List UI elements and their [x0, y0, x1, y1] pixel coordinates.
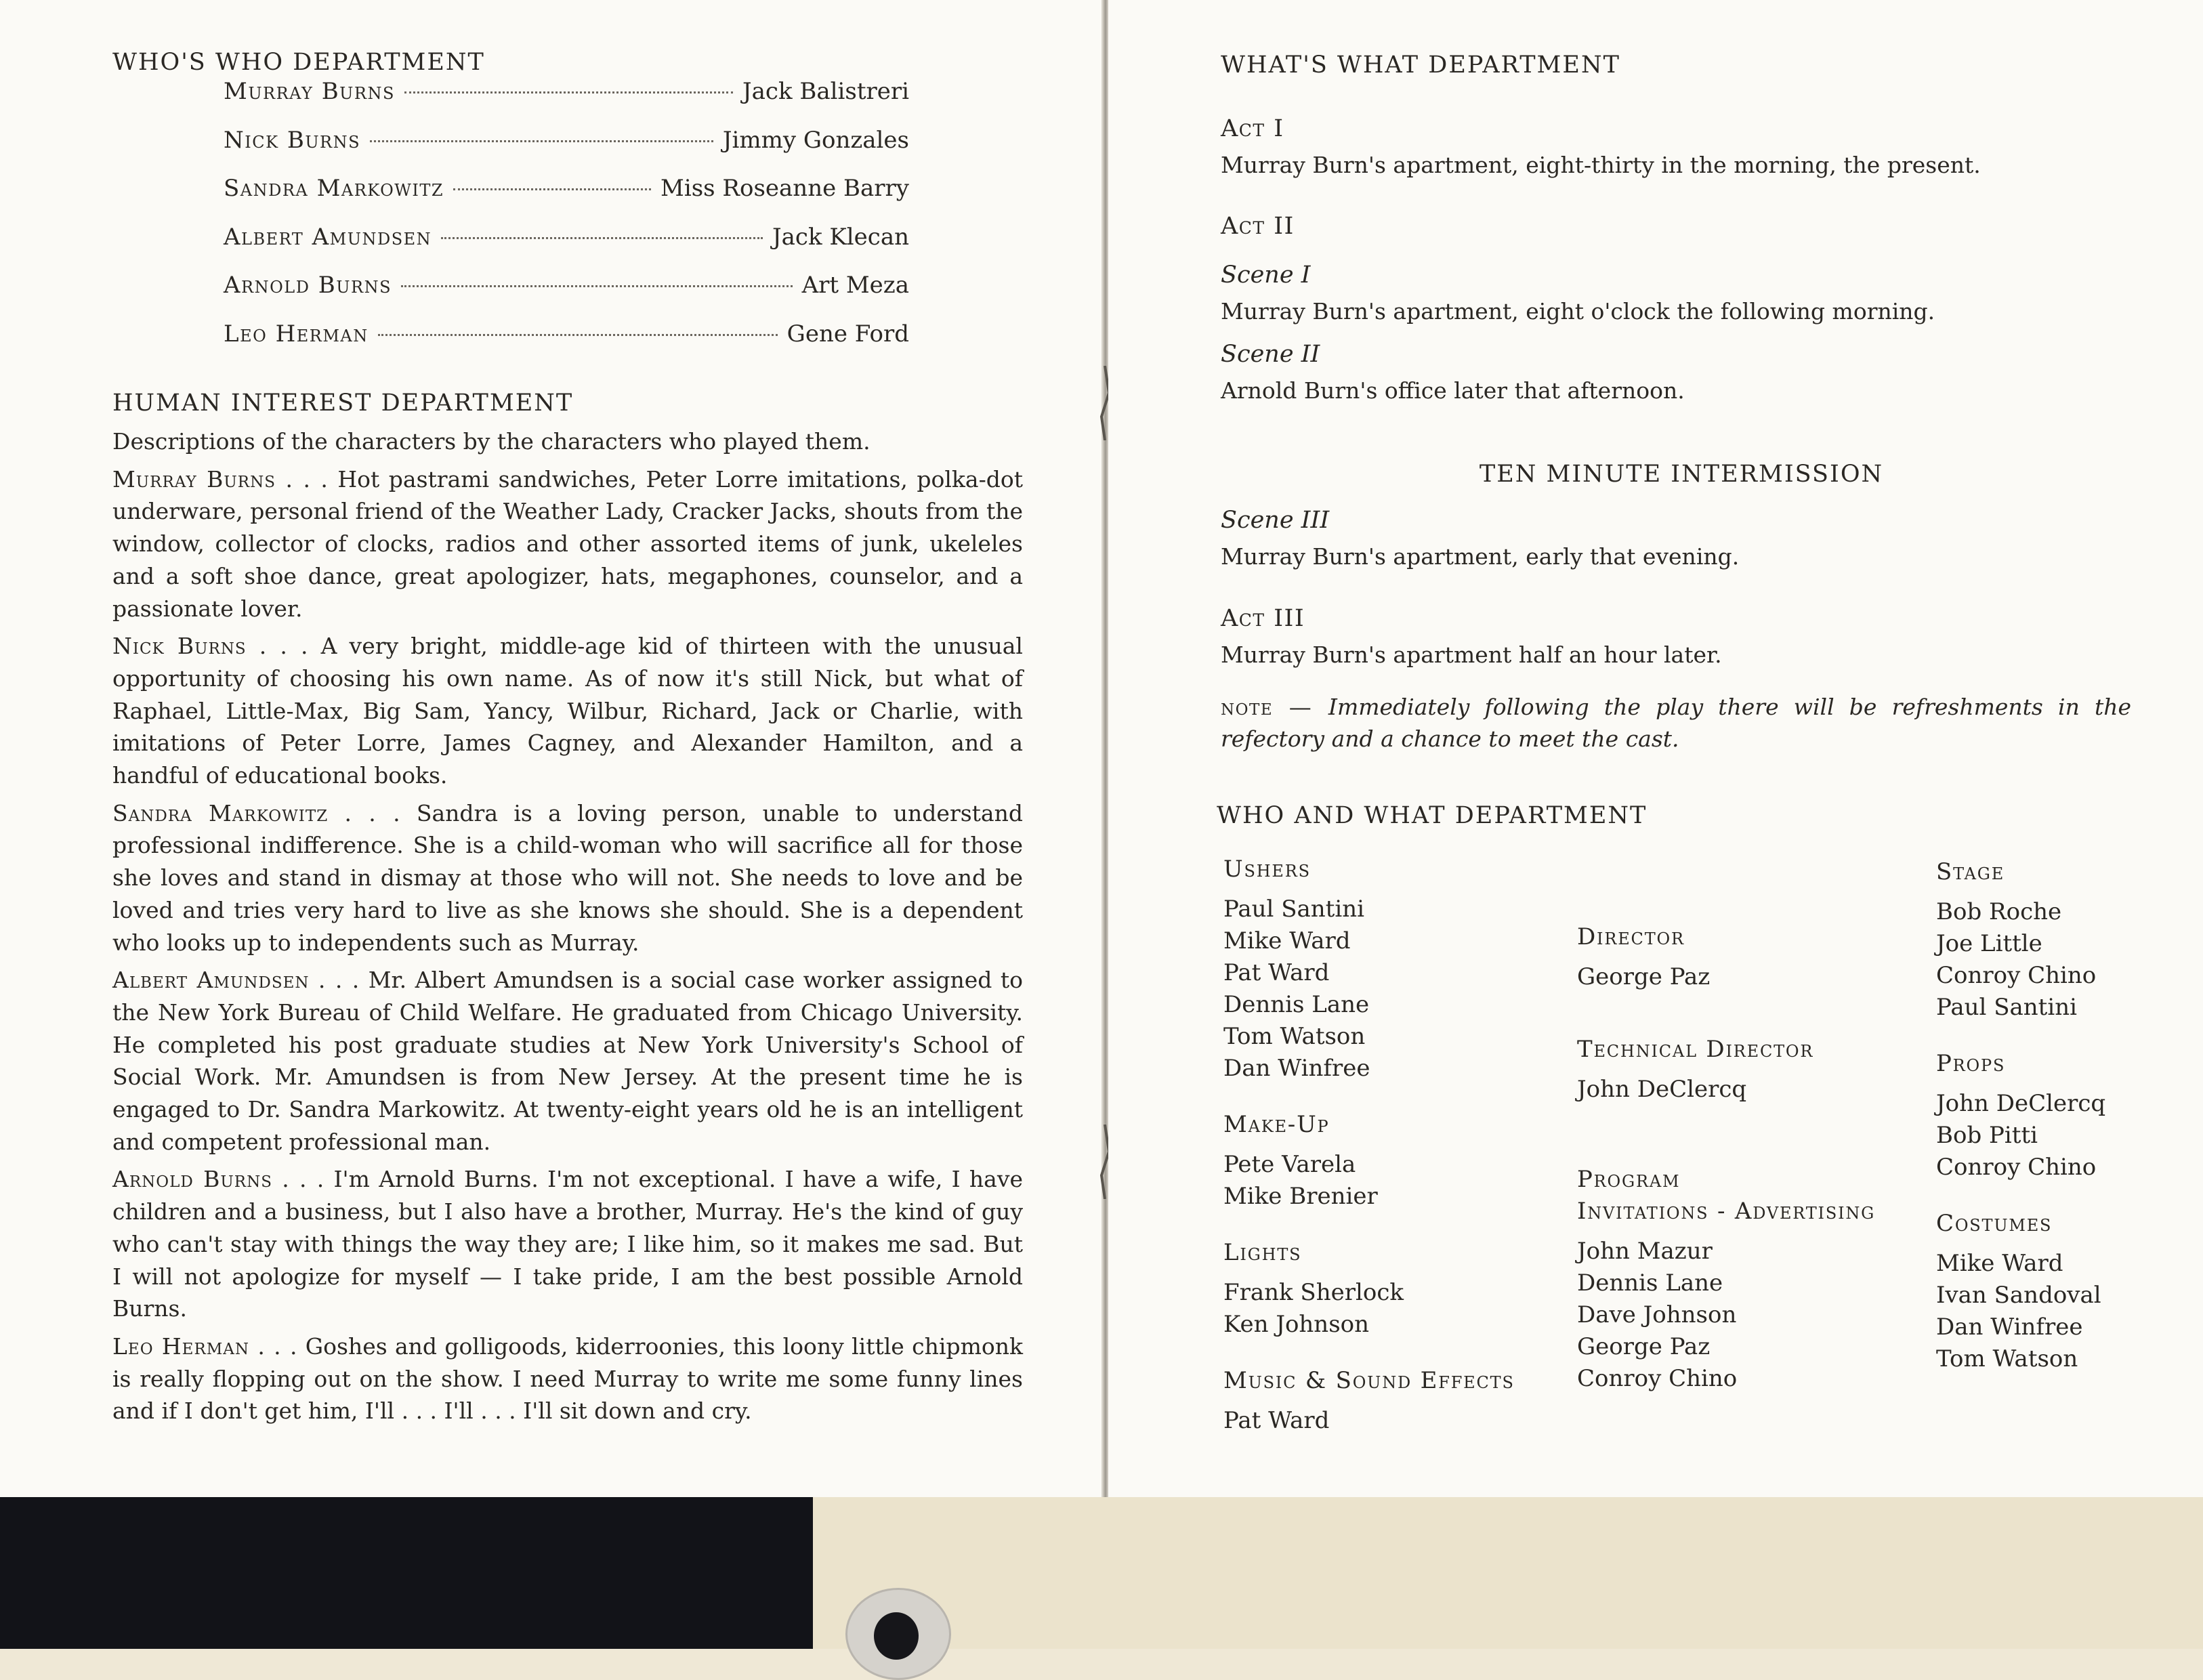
character-descriptions — [112, 425, 1023, 1433]
cast-row — [224, 272, 909, 320]
act-1-setting: Murray Burn's apartment, eight-thirty in the morning, the present. — [1221, 152, 1981, 178]
lights-list — [1223, 1277, 1515, 1341]
crew-name: Dennis Lane — [1223, 991, 1370, 1018]
whos-who-title: WHO'S WHO DEPARTMENT — [112, 49, 485, 76]
music-heading: Music & Sound Effects — [1223, 1367, 1515, 1394]
technical-director-heading: Technical Director — [1577, 1036, 1814, 1063]
act-1-label: Act I — [1221, 115, 1284, 142]
bio-name: Leo Herman . . . — [112, 1332, 298, 1360]
props-list — [1936, 1088, 2105, 1183]
who-and-what-title: WHO AND WHAT DEPARTMENT — [1217, 802, 1648, 829]
technical-director-list — [1577, 1074, 1875, 1106]
bio-text: Mr. Albert Amundsen is a social case worker assigned to the New York Bureau of Child Welfare. He graduated from Chicago University. He completed his post graduate studies at New York University's School of Social Work. Mr. Amundsen is from New Jersey. At the present time he is engaged to Dr. Sandra Markowitz. At twenty-eight years old he is an intelligent and competent professional man. — [112, 967, 1023, 1155]
note-label: note — — [1221, 694, 1328, 720]
bio-name: Murray Burns . . . — [112, 465, 329, 492]
program-subheading: Invitations - Advertising — [1577, 1198, 1876, 1225]
bio-paragraph — [112, 463, 1023, 625]
act-2-label: Act II — [1221, 213, 1295, 240]
cast-row — [224, 224, 909, 272]
crew-name: Conroy Chino — [1936, 962, 2097, 989]
director-list — [1577, 961, 1875, 993]
bio-name: Sandra Markowitz . . . — [112, 799, 401, 826]
crew-name: George Paz — [1577, 1333, 1711, 1360]
scene-1 — [1221, 261, 2142, 324]
crew-name: Dave Johnson — [1577, 1301, 1737, 1328]
bio-text: Hot pastrami sandwiches, Peter Lorre imitations, polka-dot underware, personal friend of the Weather Lady, Cracker Jacks, shouts from the window, collector of clocks, radios and other assorted items of junk, ukeleles and a soft shoe dance, great apologizer, hats, megaphones, counselor, and a passionate lover. — [112, 465, 1023, 622]
director-heading: Director — [1577, 923, 1685, 950]
act-3-setting: Murray Burn's apartment half an hour later. — [1221, 642, 1722, 668]
crew-name: Conroy Chino — [1936, 1154, 2097, 1181]
stage-list — [1936, 896, 2105, 1024]
crew-column-left — [1223, 854, 1515, 1461]
crew-name: Dennis Lane — [1577, 1269, 1723, 1297]
crew-name: Frank Sherlock — [1223, 1279, 1404, 1306]
leader-dots — [378, 334, 778, 336]
crew-name: Bob Pitti — [1936, 1122, 2038, 1149]
program-heading: Program — [1577, 1166, 1681, 1193]
cast-row — [224, 127, 909, 175]
cast-role: Leo Herman — [224, 320, 369, 348]
scene-2 — [1221, 341, 2142, 404]
scene-3-setting: Murray Burn's apartment, early that evening. — [1221, 543, 1740, 570]
crew-name: Pat Ward — [1223, 959, 1330, 986]
cast-actor: Jimmy Gonzales — [722, 126, 909, 154]
leader-dots — [404, 91, 733, 93]
crew-name: Bob Roche — [1936, 898, 2062, 925]
scene-1-setting: Murray Burn's apartment, eight o'clock the following morning. — [1221, 298, 1935, 324]
cast-role: Albert Amundsen — [224, 223, 432, 251]
bio-paragraph — [112, 964, 1023, 1158]
crew-name: Conroy Chino — [1577, 1365, 1738, 1392]
music-list — [1223, 1405, 1515, 1437]
cast-actor: Jack Klecan — [772, 223, 909, 251]
act-3-label: Act III — [1221, 605, 1305, 632]
cast-list — [224, 78, 909, 369]
stage-heading: Stage — [1936, 858, 2005, 885]
book-gutter — [1103, 0, 1108, 1497]
cast-actor: Gene Ford — [786, 320, 909, 348]
crew-name: Paul Santini — [1223, 896, 1364, 923]
note-text: Immediately following the play there will be refreshments in the refectory and a chance to meet the cast. — [1221, 694, 2132, 752]
crew-name: John DeClercq — [1577, 1076, 1747, 1103]
bio-name: Arnold Burns . . . — [112, 1166, 325, 1193]
bio-paragraph — [112, 1163, 1023, 1325]
crew-name: Pat Ward — [1223, 1407, 1330, 1434]
cast-row — [224, 175, 909, 224]
scene-2-label: Scene II — [1221, 341, 1320, 368]
cast-actor: Art Meza — [801, 272, 909, 299]
crew-name: Tom Watson — [1223, 1023, 1366, 1050]
crew-name: Paul Santini — [1936, 994, 2077, 1021]
scene-1-label: Scene I — [1221, 261, 1311, 289]
makeup-heading: Make-Up — [1223, 1111, 1330, 1138]
program-list — [1577, 1236, 1875, 1395]
crew-name: Mike Ward — [1223, 927, 1351, 954]
bio-text: A very bright, middle-age kid of thirteen with the unusual opportunity of choosing his own name. As of now it's still Nick, but what of Raphael, Little-Max, Big Sam, Yancy, Wilbur, Richard, Jack or Charlie, with imitations of Peter Lorre, James Cagney, and Alexander Hamilton, and a handful of educational books. — [112, 633, 1023, 789]
bio-text: Sandra is a loving person, unable to understand professional indifference. She is a child-woman who will sacrifice all for those she loves and stand in dismay at those who will not. She needs to love and be loved and tries very hard to live as she knows she should. She is a dependent who looks up to independents such as Murray. — [112, 799, 1023, 956]
leader-dots — [401, 285, 793, 287]
human-interest-title: HUMAN INTEREST DEPARTMENT — [112, 390, 574, 417]
intermission-heading: TEN MINUTE INTERMISSION — [1479, 461, 1884, 488]
costumes-heading: Costumes — [1936, 1210, 2053, 1237]
ushers-heading: Ushers — [1223, 856, 1311, 883]
bio-text: I'm Arnold Burns. I'm not exceptional. I have a wife, I have children and a business, but I also have a brother, Murray. He's the kind of guy who can't stay with things the way they are; I like him, so it makes me sad. But I will not apologize for myself — I take pride, I am the best possible Arnold Burns. — [112, 1166, 1023, 1322]
crew-name: Dan Winfree — [1223, 1055, 1370, 1082]
crew-name: Mike Brenier — [1223, 1183, 1378, 1210]
crew-name: Tom Watson — [1936, 1345, 2078, 1372]
crew-name: George Paz — [1577, 963, 1711, 990]
bio-name: Nick Burns . . . — [112, 633, 309, 660]
bio-paragraph — [112, 797, 1023, 959]
scene-3-label: Scene III — [1221, 507, 1330, 534]
scene-2-setting: Arnold Burn's office later that afternoon. — [1221, 377, 1685, 404]
scene-3 — [1221, 507, 2142, 570]
cast-role: Murray Burns — [224, 78, 395, 105]
cast-actor: Miss Roseanne Barry — [660, 175, 909, 203]
cast-role: Nick Burns — [224, 126, 361, 154]
cast-actor: Jack Balistreri — [742, 78, 909, 105]
crew-name: Ivan Sandoval — [1936, 1282, 2101, 1309]
refreshments-note — [1221, 691, 2131, 755]
leader-dots — [370, 140, 713, 142]
cast-role: Sandra Markowitz — [224, 175, 444, 203]
cast-role: Arnold Burns — [224, 272, 392, 299]
crew-name: Dan Winfree — [1936, 1314, 2083, 1341]
dark-backdrop — [0, 1497, 813, 1649]
bio-name: Albert Amundsen . . . — [112, 967, 360, 994]
cast-row — [224, 320, 909, 369]
whats-what-title: WHAT'S WHAT DEPARTMENT — [1221, 51, 1620, 79]
props-heading: Props — [1936, 1050, 2006, 1077]
bio-paragraph — [112, 630, 1023, 792]
lights-heading: Lights — [1223, 1239, 1302, 1266]
crew-column-right — [1936, 856, 2105, 1400]
grommet-hole — [874, 1612, 919, 1660]
leader-dots — [453, 188, 651, 190]
crew-name: John Mazur — [1577, 1238, 1713, 1265]
makeup-list — [1223, 1149, 1515, 1213]
act-3 — [1221, 605, 2142, 668]
bio-text: Goshes and golligoods, kiderroonies, this loony little chipmonk is really flopping out on the show. I need Murray to write me some funny lines and if I don't get him, I'll . . . I'll . . . I'll sit down and cry. — [112, 1332, 1023, 1425]
leader-dots — [441, 237, 763, 239]
left-page — [0, 0, 1103, 1497]
crew-name: Pete Varela — [1223, 1151, 1356, 1178]
costumes-list — [1936, 1248, 2105, 1375]
act-2 — [1221, 213, 2142, 249]
descriptions-intro: Descriptions of the characters by the characters who played them. — [112, 428, 870, 455]
crew-name: Ken Johnson — [1223, 1311, 1370, 1338]
crew-name: Mike Ward — [1936, 1250, 2063, 1277]
cast-row — [224, 78, 909, 127]
bio-paragraph — [112, 1330, 1023, 1427]
crew-name: Joe Little — [1936, 930, 2042, 957]
ushers-list — [1223, 894, 1515, 1085]
crew-name: John DeClercq — [1936, 1090, 2106, 1117]
crew-column-middle — [1577, 921, 1875, 1419]
mounting-board — [813, 1497, 2203, 1649]
act-1 — [1221, 115, 2142, 178]
